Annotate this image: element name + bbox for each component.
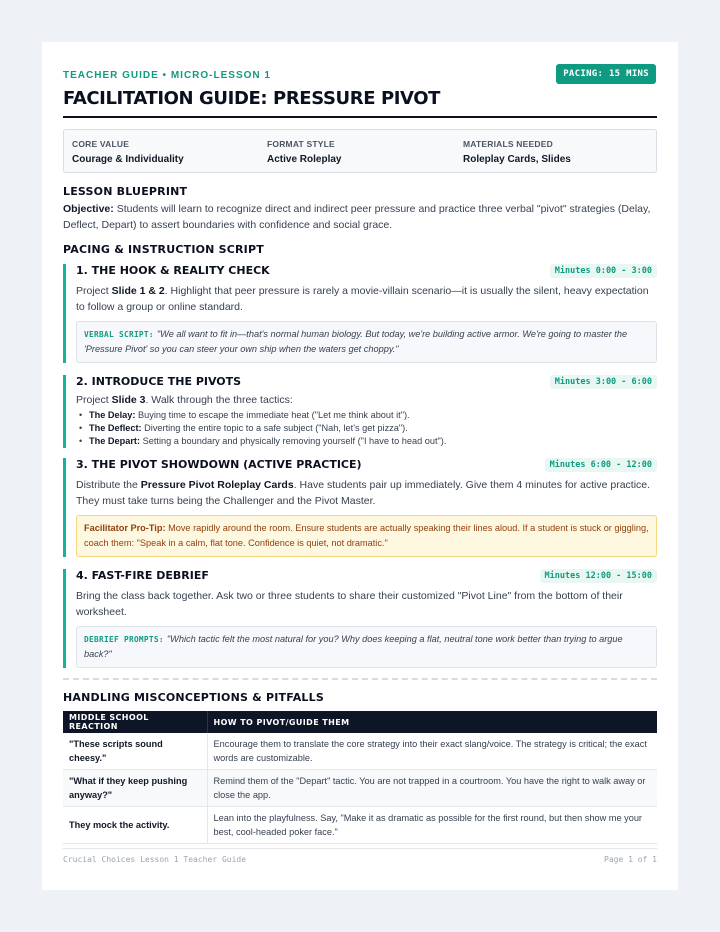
section-body: Project Slide 3. Walk through the three tactics:	[76, 394, 293, 406]
lesson-meta-panel	[63, 129, 657, 173]
script-heading: PACING & INSTRUCTION SCRIPT	[63, 243, 264, 256]
footer-title: Crucial Choices Lesson 1 Teacher Guide	[63, 855, 247, 864]
section-title: 2. INTRODUCE THE PIVOTS	[76, 375, 242, 388]
guide-page	[42, 42, 678, 890]
section-title: 3. THE PIVOT SHOWDOWN (ACTIVE PRACTICE)	[76, 458, 362, 471]
title-divider	[63, 116, 657, 118]
tactics-list	[76, 409, 657, 448]
section-time-badge: Minutes 6:00 - 12:00	[545, 458, 657, 472]
page-number: Page 1 of 1	[604, 855, 657, 864]
pitfalls-table	[63, 711, 657, 844]
section-body: Project Slide 1 & 2. Highlight that peer pressure is rarely a movie-villain scenario—it is usually the silent, heavy expectation to follow a group or online standard.	[76, 285, 649, 313]
section-hook	[63, 264, 657, 363]
page-title: FACILITATION GUIDE: PRESSURE PIVOT	[63, 88, 441, 109]
reaction-cell: "What if they keep pushing anyway?"	[63, 770, 207, 807]
section-time-badge: Minutes 3:00 - 6:00	[550, 375, 657, 389]
section-introduce-pivots	[63, 375, 657, 448]
section-title: 1. THE HOOK & REALITY CHECK	[76, 264, 270, 277]
section-body: Distribute the Pressure Pivot Roleplay Cards. Have students pair up immediately. Give them 4 minutes for active practice. They must take turns being the Challenger and the Pivot Master.	[76, 479, 651, 507]
guide-kicker: TEACHER GUIDE • MICRO-LESSON 1	[63, 70, 271, 81]
table-row	[63, 733, 657, 770]
table-row	[63, 807, 657, 844]
meta-core-value: CORE VALUE Courage & Individuality	[72, 139, 184, 165]
pacing-badge: PACING: 15 MINS	[556, 64, 656, 84]
meta-format-style: FORMAT STYLE Active Roleplay	[267, 139, 342, 165]
column-header-reaction: MIDDLE SCHOOL REACTION	[63, 711, 207, 733]
pro-tip-box: Facilitator Pro-Tip: Move rapidly around the room. Ensure students are actually speaking their lines aloud. If a student is stuck or giggling, coach them: "Speak in a calm, flat tone. Confidence is quiet, not dramatic."	[76, 515, 657, 557]
pitfalls-heading: HANDLING MISCONCEPTIONS & PITFALLS	[63, 691, 324, 704]
guide-cell: Lean into the playfulness. Say, "Make it as dramatic as possible for the first round, but then show me your best, cool-headed poker face."	[207, 807, 657, 844]
verbal-script-box: VERBAL SCRIPT: "We all want to fit in—that's normal human biology. But today, we're building active armor. We're going to master the 'Pressure Pivot' so you can steer your own ship when the waters get choppy."	[76, 321, 657, 363]
blueprint-objective: Objective: Students will learn to recognize direct and indirect peer pressure and practice three verbal "pivot" strategies (Delay, Deflect, Depart) to assert boundaries with confidence and social grace.	[63, 203, 651, 231]
table-header-row	[63, 711, 657, 733]
list-item: • The Depart: Setting a boundary and physically removing yourself ("I have to head out").	[76, 435, 657, 448]
guide-cell: Encourage them to translate the core strategy into their exact slang/voice. The strategy is critical; the exact words are customizable.	[207, 733, 657, 770]
section-pivot-showdown	[63, 458, 657, 557]
list-item: • The Deflect: Diverting the entire topic to a safe subject ("Nah, let's get pizza").	[76, 422, 657, 435]
reaction-cell: They mock the activity.	[63, 807, 207, 844]
section-time-badge: Minutes 12:00 - 15:00	[540, 569, 657, 583]
column-header-guide: HOW TO PIVOT/GUIDE THEM	[207, 711, 657, 733]
reaction-cell: "These scripts sound cheesy."	[63, 733, 207, 770]
meta-materials: MATERIALS NEEDED Roleplay Cards, Slides	[463, 139, 571, 165]
section-title: 4. FAST-FIRE DEBRIEF	[76, 569, 209, 582]
debrief-prompts-box: DEBRIEF PROMPTS: "Which tactic felt the most natural for you? Why does keeping a flat, neutral tone work better than trying to argue back?"	[76, 626, 657, 668]
section-divider	[63, 678, 657, 680]
page-footer	[63, 848, 657, 864]
guide-cell: Remind them of the "Depart" tactic. You are not trapped in a courtroom. You have the right to walk away or close the app.	[207, 770, 657, 807]
section-body: Bring the class back together. Ask two or three students to share their customized "Pivot Line" from the bottom of their worksheet.	[76, 590, 623, 618]
table-row	[63, 770, 657, 807]
section-debrief	[63, 569, 657, 668]
section-time-badge: Minutes 0:00 - 3:00	[550, 264, 657, 278]
blueprint-heading: LESSON BLUEPRINT	[63, 185, 188, 198]
list-item: • The Delay: Buying time to escape the immediate heat ("Let me think about it").	[76, 409, 657, 422]
